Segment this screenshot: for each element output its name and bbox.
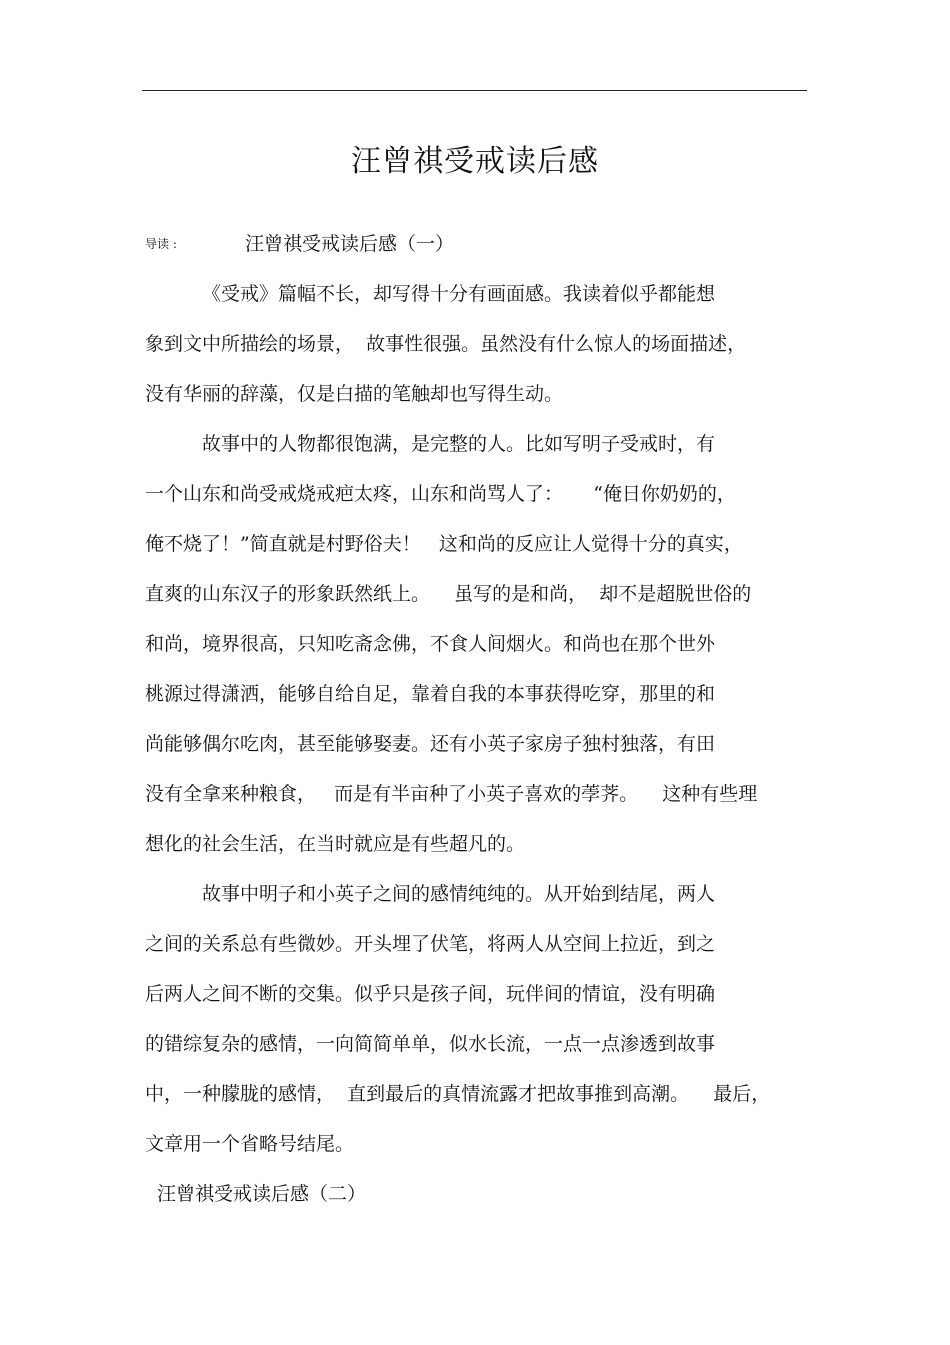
text-line: 故事中明子和小英子之间的感情纯纯的。从开始到结尾，两人 — [202, 883, 716, 905]
text-line: 中，一种朦胧的感情， 直到最后的真情流露才把故事推到高潮。 最后， — [145, 1083, 771, 1105]
guide-label: 导读 : — [145, 237, 177, 251]
text-line: 之间的关系总有些微妙。开头埋了伏笔，将两人从空间上拉近，到之 — [145, 933, 716, 955]
text-line: 直爽的山东汉子的形象跃然纸上。 虽写的是和尚， 却不是超脱世俗的 — [145, 583, 752, 605]
text-line: 文章用一个省略号结尾。 — [145, 1133, 355, 1155]
text-line: 没有华丽的辞藻，仅是白描的笔触却也写得生动。 — [145, 383, 564, 405]
text-line: 的错综复杂的感情，一向简简单单，似水长流，一点一点渗透到故事 — [145, 1033, 716, 1055]
section-heading-2: 汪曾祺受戒读后感（二） — [157, 1183, 367, 1205]
text-line: 桃源过得潇洒，能够自给自足，靠着自我的本事获得吃穿，那里的和 — [145, 683, 716, 705]
section-heading-1: 汪曾祺受戒读后感（一） — [245, 233, 455, 255]
text-line: 《受戒》篇幅不长，却写得十分有画面感。我读着似乎都能想 — [202, 283, 716, 305]
text-line: 后两人之间不断的交集。似乎只是孩子间，玩伴间的情谊，没有明确 — [145, 983, 716, 1005]
text-line: 故事中的人物都很饱满，是完整的人。比如写明子受戒时，有 — [202, 433, 716, 455]
text-line: 一个山东和尚受戒烧戒疤太疼，山东和尚骂人了： “俺日你奶奶的， — [145, 483, 736, 505]
text-line: 和尚，境界很高，只知吃斋念佛，不食人间烟火。和尚也在那个世外 — [145, 633, 716, 655]
text-line: 象到文中所描绘的场景， 故事性很强。虽然没有什么惊人的场面描述， — [145, 333, 747, 355]
text-line: 没有全拿来种粮食， 而是有半亩种了小英子喜欢的荸荠。 这种有些理 — [145, 783, 758, 805]
text-line: 尚能够偶尔吃肉，甚至能够娶妻。还有小英子家房子独村独落，有田 — [145, 733, 716, 755]
text-line: 俺不烧了！”简直就是村野俗夫！ 这和尚的反应让人觉得十分的真实， — [145, 533, 743, 555]
header-rule — [142, 90, 807, 91]
page-title: 汪曾祺受戒读后感 — [351, 144, 599, 179]
text-line: 想化的社会生活，在当时就应是有些超凡的。 — [145, 833, 526, 855]
